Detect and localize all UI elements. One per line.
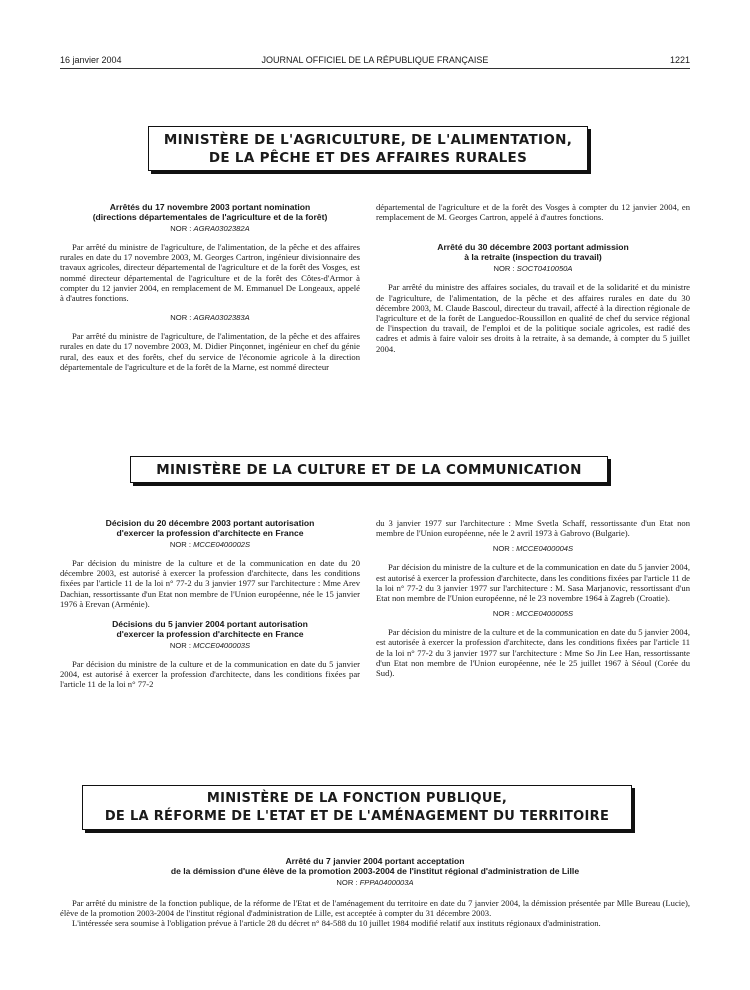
nor-reference [60, 224, 360, 234]
nor-code: MCCE0400005S [516, 609, 574, 619]
act-paragraph-continued: du 3 janvier 1977 sur l'architecture : Mme Svetla Schaff, ressortissante d'un Etat non membre de l'Union européenne, née le 2 avril 1973 à Gabrovo (Bulgarie). [376, 518, 690, 539]
act-paragraph-continued: départemental de l'agriculture et de la forêt des Vosges à compter du 12 janvier 2004, en remplacement de M. Georges Cartron, appelé à d'autres fonctions. [376, 202, 690, 223]
header-page-number: 1221 [669, 55, 690, 65]
act-title [60, 619, 360, 639]
act-paragraph: Par décision du ministre de la culture et de la communication en date du 5 janvier 2004, est autorisé à exercer la profession d'architecte, dans les conditions fixées par l'article 11 de la loi n° 77-2 [60, 659, 360, 690]
nor-reference [376, 544, 690, 554]
act-paragraph: Par décision du ministre de la culture et de la communication en date du 5 janvier 2004, est autorisé à exercer la profession d'architecte, dans les conditions fixées par l'article 11 de la loi n° 77-2 du 3 janvier 1977 sur l'architecture : M. Sasa Marjanovic, ressortissant d'un Etat non membre de l'Union européenne, né le 23 novembre 1964 à Zagreb (Croatie). [376, 562, 690, 604]
act-title-line: à la retraite (inspection du travail) [464, 252, 602, 263]
act-title-line: de la démission d'une élève de la promotion 2003-2004 de l'institut régional d'administration de Lille [170, 866, 580, 876]
nor-reference [60, 540, 360, 550]
nor-reference [376, 264, 690, 274]
nor-label: NOR : [493, 264, 515, 274]
civil-service-decree [60, 856, 690, 929]
act-paragraph: Par décision du ministre de la culture et de la communication en date du 5 janvier 2004, est autorisée à exercer la profession d'architecte, dans les conditions fixées par l'article 11 de la loi n° 77-2 du 3 janvier 1977 sur l'architecture : Mme So Jin Lee Han, ressortissante d'un Etat non membre de l'Union européenne, née le 25 juillet 1967 à Séoul (Corée du Sud). [376, 627, 690, 679]
act-paragraph: Par arrêté du ministre de l'agriculture, de l'alimentation, de la pêche et des affaires rurales en date du 17 novembre 2003, M. Georges Cartron, ingénieur divisionnaire des travaux agricoles, directeur départemental de l'agriculture et de la forêt des Vosges, est nommé directeur départemental de l'agriculture et de la forêt des Côtes-d'Armor à compter du 12 janvier 2004, en remplacement de M. Emmanuel De Longeaux, appelé à d'autres fonctions. [60, 242, 360, 304]
ministry-culture-heading [130, 456, 608, 483]
nor-code: MCCE0400003S [193, 641, 251, 651]
culture-left-column [60, 518, 360, 690]
act-title [60, 856, 690, 876]
agriculture-right-column [376, 202, 690, 354]
nor-reference [376, 609, 690, 619]
nor-code: MCCE0400002S [193, 540, 251, 549]
ministry-civil-service-heading [82, 785, 632, 830]
act-title-line: Arrêtés du 17 novembre 2003 portant nomination [109, 202, 311, 212]
ministry-heading-line: MINISTÈRE DE LA CULTURE ET DE LA COMMUNICATION [156, 462, 582, 478]
header-date: 16 janvier 2004 [60, 55, 122, 65]
ministry-heading-line: DE LA PÊCHE ET DES AFFAIRES RURALES [208, 150, 528, 166]
ministry-agriculture-heading [148, 126, 588, 171]
act-paragraph: Par arrêté du ministre de la fonction publique, de la réforme de l'Etat et de l'aménagement du territoire en date du 7 janvier 2004, la démission présentée par Mlle Bureau (Lucie), élève de la promotion 2003-2004 de l'institut régional d'administration de Lille, est acceptée à compter du 31 décembre 2003. [60, 898, 690, 919]
nor-reference [60, 641, 360, 651]
act-title-line: d'exercer la profession d'architecte en France [116, 629, 304, 640]
nor-code: AGRA0302382A [193, 224, 250, 233]
nor-code: MCCE0400004S [516, 544, 574, 554]
act-paragraph: Par arrêté du ministre de l'agriculture, de l'alimentation, de la pêche et des affaires rurales en date du 17 novembre 2003, M. Didier Pinçonnet, ingénieur en chef du génie rural, des eaux et des forêts, chef du service de l'économie agricole à la direction départementale de l'agriculture et de la forêt de la Marne, est nommé directeur [60, 331, 360, 372]
act-paragraph: Par décision du ministre de la culture et de la communication en date du 20 décembre 2003, est autorisé à exercer la profession d'architecte, dans les conditions fixées par l'article 11 de la loi n° 77-2 du 3 janvier 1977 sur l'architecture : Mme Arev Dachian, ressortissante d'un Etat non membre de l'Union européenne, née le 15 janvier 1976 à Erevan (Arménie). [60, 558, 360, 609]
act-title [60, 202, 360, 222]
culture-right-column [376, 518, 690, 678]
nor-code: SOCT0410050A [516, 264, 573, 274]
nor-label: NOR : [492, 609, 514, 619]
nor-reference [60, 878, 690, 888]
act-title-line: (directions départementales de l'agriculture et de la forêt) [92, 212, 328, 222]
nor-label: NOR : [336, 878, 358, 887]
nor-label: NOR : [492, 544, 514, 554]
act-title [376, 242, 690, 262]
act-paragraph: L'intéressée sera soumise à l'obligation prévue à l'article 28 du décret n° 84-588 du 10 juillet 1984 modifié relatif aux instituts régionaux d'administration. [72, 918, 601, 929]
page-header [60, 55, 690, 67]
act-title-line: d'exercer la profession d'architecte en France [116, 528, 304, 538]
act-title-line: Arrêté du 7 janvier 2004 portant acceptation [285, 856, 465, 866]
nor-label: NOR : [170, 224, 192, 233]
act-paragraph: Par arrêté du ministre des affaires sociales, du travail et de la solidarité et du ministre de l'agriculture, de l'alimentation, de la pêche et des affaires rurales en date du 30 décembre 2003, M. Claude Bascoul, directeur du travail, affecté à la direction régionale de l'agriculture et de la forêt de Languedoc-Roussillon en qualité de chef du service régional de l'inspection du travail, de l'emploi et de la politique sociale agricoles, est radié des cadres et admis à faire valoir ses droits à la retraite, à sa demande, à compter du 5 juillet 2004. [376, 282, 690, 354]
nor-code: AGRA0302383A [193, 313, 250, 323]
ministry-heading-line: DE LA RÉFORME DE L'ETAT ET DE L'AMÉNAGEMENT DU TERRITOIRE [104, 809, 610, 824]
header-journal-title: JOURNAL OFFICIEL DE LA RÉPUBLIQUE FRANÇAISE [261, 55, 489, 65]
nor-reference [60, 313, 360, 323]
header-rule [60, 68, 690, 69]
act-title-line: Décisions du 5 janvier 2004 portant autorisation [112, 619, 308, 630]
act-title-line: Décision du 20 décembre 2003 portant autorisation [105, 518, 315, 528]
ministry-heading-line: MINISTÈRE DE L'AGRICULTURE, DE L'ALIMENTATION, [163, 132, 573, 148]
nor-label: NOR : [169, 641, 191, 651]
act-title-line: Arrêté du 30 décembre 2003 portant admission [437, 242, 629, 253]
ministry-heading-line: MINISTÈRE DE LA FONCTION PUBLIQUE, [206, 791, 508, 806]
nor-code: FPPA0400003A [359, 878, 414, 887]
agriculture-left-column [60, 202, 360, 372]
nor-label: NOR : [169, 540, 191, 549]
act-title [60, 518, 360, 538]
nor-label: NOR : [170, 313, 192, 323]
